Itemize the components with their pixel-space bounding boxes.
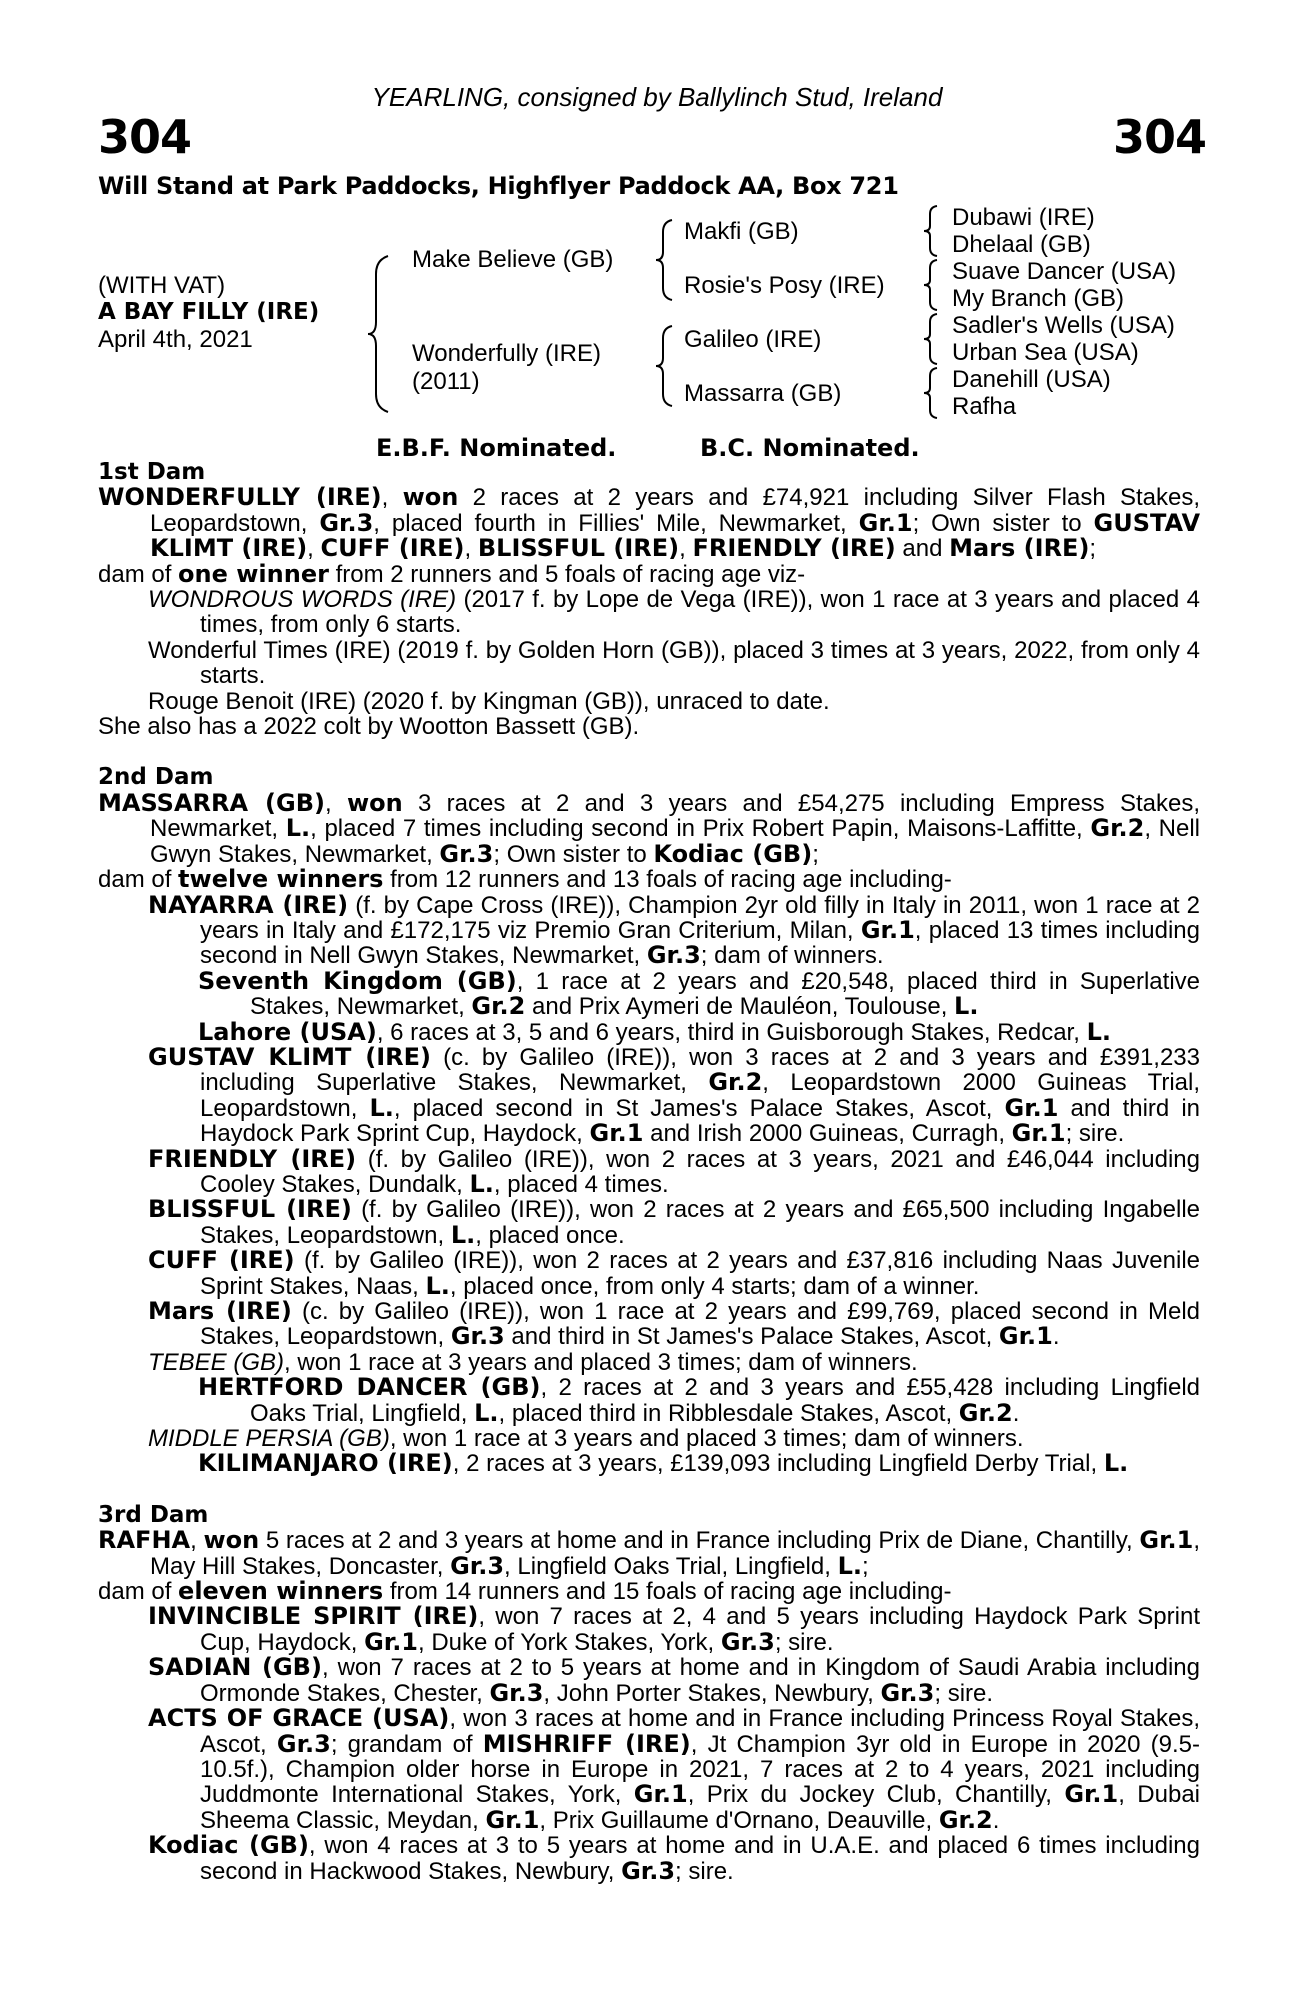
produce-entry: Seventh Kingdom (GB), 1 race at 2 years and £20,548, placed third in Superlative Stakes, Newmarket, Gr.2 and Prix Aymeri de Mauléon, Toulouse, L.	[198, 966, 1200, 1021]
pedigree-brace-dam	[654, 324, 678, 408]
first-dam-produce-summary: dam of one winner from 2 runners and 5 foals of racing age viz-	[98, 559, 806, 588]
produce-entry: FRIENDLY (IRE) (f. by Galileo (IRE)), won 2 races at 3 years, 2021 and £46,044 including Cooley Stakes, Dundalk, L., placed 4 times.	[148, 1144, 1200, 1198]
sire-sire: Makfi (GB)	[684, 218, 799, 245]
sire: Make Believe (GB)	[412, 246, 614, 273]
ancestor-sdd: My Branch (GB)	[952, 285, 1125, 312]
produce-entry: INVINCIBLE SPIRIT (IRE), won 7 races at 2, 4 and 5 years including Haydock Park Sprint Cup, Haydock, Gr.1, Duke of York Stakes, York, Gr.3; sire.	[148, 1602, 1200, 1656]
horse-name: A BAY FILLY (IRE)	[98, 299, 320, 325]
produce-entry: CUFF (IRE) (f. by Galileo (IRE)), won 2 races at 2 years and £37,816 including Naas Juvenile Sprint Stakes, Naas, L., placed once, from only 4 starts; dam of a winner.	[148, 1246, 1201, 1300]
ancestor-ssd: Dhelaal (GB)	[952, 231, 1091, 258]
produce-entry: ACTS OF GRACE (USA), won 3 races at home and in France including Princess Royal Stakes, Ascot, Gr.3; grandam of MISHRIFF (IRE), Jt Champion 3yr old in Europe in 2020 (9.5-10.5f.), Champion older horse in Europe in 2021, 7 races at 2 to 4 years, 2021 including Juddmonte International Stakes, York, Gr.1, Prix du Jockey Club, Chantilly, Gr.1, Dubai Sheema Classic, Meydan, Gr.1, Prix Guillaume d'Ornano, Deauville, Gr.2.	[148, 1704, 1201, 1834]
produce-entry: TEBEE (GB), won 1 race at 3 years and placed 3 times; dam of winners.	[148, 1348, 918, 1376]
first-dam-heading: 1st Dam	[98, 459, 206, 485]
bc-nomination: B.C. Nominated.	[700, 434, 920, 462]
pedigree-brace-3c	[922, 312, 942, 366]
produce-entry: MIDDLE PERSIA (GB), won 1 race at 3 years and placed 3 times; dam of winners.	[148, 1425, 1024, 1453]
produce-entry: GUSTAV KLIMT (IRE) (c. by Galileo (IRE)), won 3 races at 2 and 3 years and £391,233 including Superlative Stakes, Newmarket, Gr.2, Leopardstown 2000 Guineas Trial, Leopardstown, L., placed second in St James's Palace Stakes, Ascot, Gr.1 and third in Haydock Park Sprint Cup, Haydock, Gr.1 and Irish 2000 Guineas, Curragh, Gr.1; sire.	[148, 1042, 1201, 1148]
vat-note: (WITH VAT)	[98, 272, 226, 299]
ancestor-sss: Dubawi (IRE)	[952, 204, 1095, 231]
produce-entry: WONDROUS WORDS (IRE) (2017 f. by Lope de Vega (IRE)), won 1 race at 3 years and placed 4 times, from only 6 starts.	[148, 586, 1200, 639]
second-dam-heading: 2nd Dam	[98, 764, 214, 791]
pedigree-brace-main	[366, 254, 396, 414]
third-dam-record: RAFHA, won 5 races at 2 and 3 years at home and in France including Prix de Diane, Chantilly, Gr.1, May Hill Stakes, Doncaster, Gr.3, Lingfield Oaks Trial, Lingfield, L.;	[98, 1526, 1201, 1580]
pedigree-brace-3d	[922, 366, 942, 420]
third-dam-produce-summary: dam of eleven winners from 14 runners and 15 foals of racing age including-	[98, 1577, 952, 1606]
ancestor-dds: Danehill (USA)	[952, 366, 1111, 393]
dam-sire: Galileo (IRE)	[684, 326, 822, 353]
third-dam-heading: 3rd Dam	[98, 1501, 209, 1528]
second-dam-record: MASSARRA (GB), won 3 races at 2 and 3 years and £54,275 including Empress Stakes, Newmarket, L., placed 7 times including second in Prix Robert Papin, Maisons-Laffitte, Gr.2, Nell Gwyn Stakes, Newmarket, Gr.3; Own sister to Kodiac (GB);	[98, 788, 1201, 868]
pedigree-brace-3b	[922, 258, 942, 312]
produce-entry: NAYARRA (IRE) (f. by Cape Cross (IRE)), Champion 2yr old filly in Italy in 2011, won 1 race at 2 years in Italy and £172,175 viz Premio Gran Criterium, Milan, Gr.1, placed 13 times including second in Nell Gwyn Stakes, Newmarket, Gr.3; dam of winners.	[148, 890, 1201, 970]
produce-entry: BLISSFUL (IRE) (f. by Galileo (IRE)), won 2 races at 2 years and £65,500 including Ingabelle Stakes, Leopardstown, L., placed once.	[148, 1195, 1201, 1249]
produce-entry: Wonderful Times (IRE) (2019 f. by Golden Horn (GB)), placed 3 times at 3 years, 2022, from only 4 starts.	[148, 636, 1200, 690]
sire-dam: Rosie's Posy (IRE)	[684, 272, 885, 299]
produce-entry: Mars (IRE) (c. by Galileo (IRE)), won 1 race at 2 years and £99,769, placed second in Meld Stakes, Leopardstown, Gr.3 and third in St James's Palace Stakes, Ascot, Gr.1.	[148, 1297, 1201, 1351]
first-dam-section	[98, 460, 1200, 1884]
produce-entry: Rouge Benoit (IRE) (2020 f. by Kingman (GB)), unraced to date.	[148, 687, 830, 715]
pedigree-brace-3a	[922, 204, 942, 258]
dam-foaled-year: (2011)	[412, 368, 480, 395]
foaling-date: April 4th, 2021	[98, 326, 253, 353]
second-dam-produce-summary: dam of twelve winners from 12 runners and 13 foals of racing age including-	[98, 865, 952, 894]
catalogue-subtitle: YEARLING, consigned by Ballylinch Stud, Ireland	[371, 82, 943, 112]
produce-note: She also has a 2022 colt by Wootton Bassett (GB).	[98, 713, 640, 741]
lot-number-left: 304	[98, 110, 192, 164]
first-dam-record: WONDERFULLY (IRE), won 2 races at 2 years and £74,921 including Silver Flash Stakes, Leopardstown, Gr.3, placed fourth in Fillies' Mile, Newmarket, Gr.1; Own sister to GUSTAV KLIMT (IRE), CUFF (IRE), BLISSFUL (IRE), FRIENDLY (IRE) and Mars (IRE);	[98, 483, 1201, 563]
produce-entry: Kodiac (GB), won 4 races at 3 to 5 years at home and in U.A.E. and placed 6 times including second in Hackwood Stakes, Newbury, Gr.3; sire.	[148, 1831, 1200, 1885]
ancestor-ddd: Rafha	[952, 393, 1017, 420]
dam: Wonderfully (IRE)	[412, 340, 601, 367]
ebf-nomination: E.B.F. Nominated.	[376, 434, 617, 462]
ancestor-sds: Suave Dancer (USA)	[952, 258, 1177, 285]
produce-entry: Lahore (USA), 6 races at 3, 5 and 6 years, third in Guisborough Stakes, Redcar, L.	[198, 1017, 1111, 1046]
dam-dam: Massarra (GB)	[684, 380, 842, 407]
lot-number-right: 304	[1112, 110, 1206, 164]
stand-location: Will Stand at Park Paddocks, Highflyer Paddock AA, Box 721	[98, 172, 899, 200]
ancestor-dss: Sadler's Wells (USA)	[952, 312, 1175, 339]
ancestor-dsd: Urban Sea (USA)	[952, 339, 1139, 366]
produce-entry: HERTFORD DANCER (GB), 2 races at 2 and 3 years and £55,428 including Lingfield Oaks Trial, Lingfield, L., placed third in Ribblesdale Stakes, Ascot, Gr.2.	[198, 1373, 1200, 1427]
produce-entry: KILIMANJARO (IRE), 2 races at 3 years, £139,093 including Lingfield Derby Trial, L.	[198, 1449, 1129, 1478]
pedigree-brace-sire	[654, 218, 678, 302]
produce-entry: SADIAN (GB), won 7 races at 2 to 5 years at home and in Kingdom of Saudi Arabia including Ormonde Stakes, Chester, Gr.3, John Porter Stakes, Newbury, Gr.3; sire.	[148, 1653, 1201, 1707]
